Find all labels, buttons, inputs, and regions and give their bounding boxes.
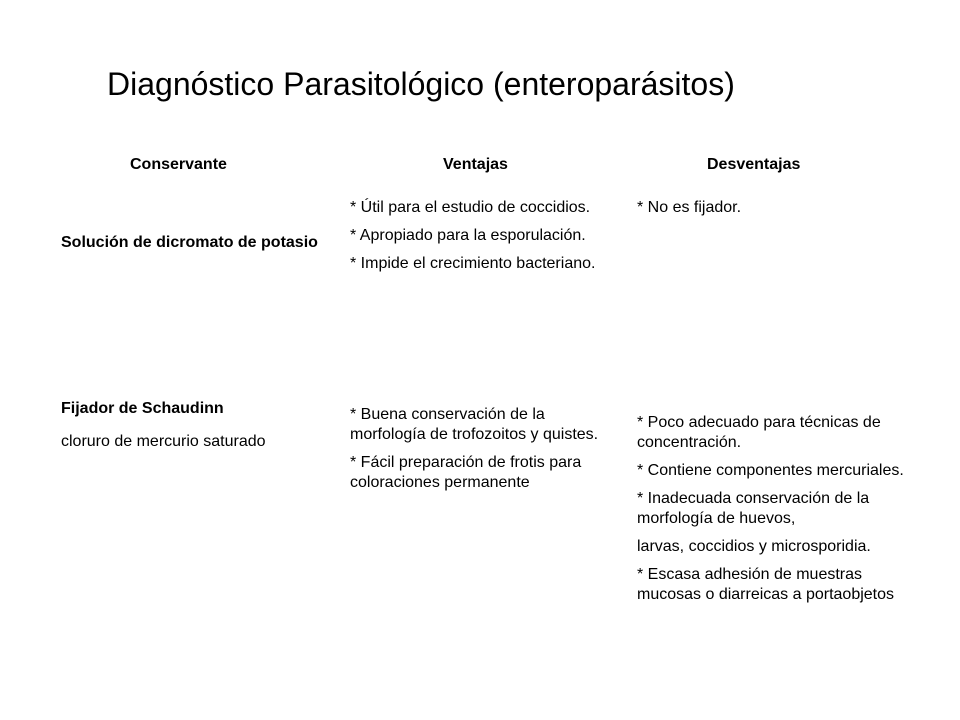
row2-desventajas (637, 413, 907, 613)
row2-conservante-detail: cloruro de mercurio saturado (61, 433, 266, 450)
row2-conservante-name: Fijador de Schaudinn (61, 400, 224, 417)
row2-desventaja-5: * Escasa adhesión de muestras mucosas o diarreicas a portaobjetos (637, 566, 895, 603)
row2-desventaja-1: * Poco adecuado para técnicas de concentración. (637, 414, 881, 451)
row2-ventaja-2: * Fácil preparación de frotis para coloraciones permanente (350, 454, 582, 491)
row2-desventaja-4: larvas, coccidios y microsporidia. (637, 538, 871, 555)
row1-ventaja-2: * Apropiado para la esporulación. (350, 227, 586, 244)
header-ventajas: Ventajas (443, 156, 508, 173)
row1-desventajas (637, 198, 907, 226)
row1-ventaja-1: * Útil para el estudio de coccidios. (350, 199, 591, 216)
row1-conservante-name: Solución de dicromato de potasio (61, 234, 318, 251)
row2-ventaja-1: * Buena conservación de la morfología de trofozoitos y quistes. (350, 406, 599, 443)
header-desventajas: Desventajas (707, 156, 801, 173)
header-conservante: Conservante (130, 156, 227, 173)
row1-desventaja-1: * No es fijador. (637, 199, 742, 216)
slide-title: Diagnóstico Parasitológico (enteroparásitos) (107, 66, 735, 102)
row2-desventaja-3: * Inadecuada conservación de la morfología de huevos, (637, 490, 870, 527)
row2-ventajas (350, 405, 605, 501)
row1-ventaja-3: * Impide el crecimiento bacteriano. (350, 255, 596, 272)
row1-ventajas (350, 198, 600, 282)
row2-desventaja-2: * Contiene componentes mercuriales. (637, 462, 904, 479)
